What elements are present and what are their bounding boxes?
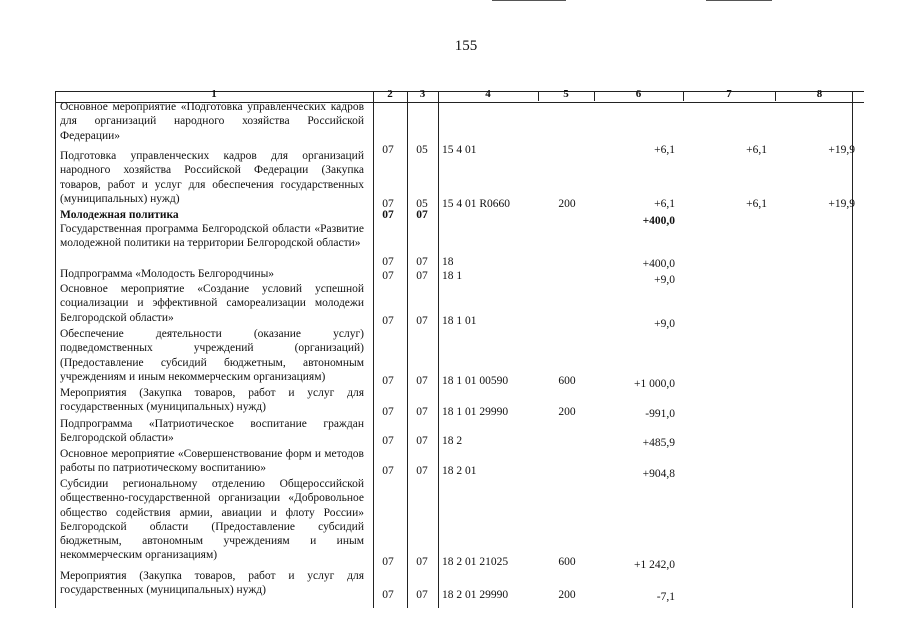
row-section: 07 — [382, 375, 394, 387]
row-target-code: 18 2 — [442, 435, 463, 447]
row-amount-1: +400,0 — [642, 258, 675, 270]
row-section: 07 — [382, 406, 394, 418]
row-expense-type: 200 — [558, 406, 576, 418]
row-subsection: 07 — [416, 375, 428, 387]
row-section: 07 — [382, 198, 394, 210]
row-section: 07 — [382, 256, 394, 268]
column-border — [594, 91, 595, 101]
row-name: Основное мероприятие «Создание условий успешной социализации и эффективной самореализации молодежи Белгородской области» — [60, 283, 364, 324]
row-subsection: 07 — [416, 465, 428, 477]
row-subsection: 07 — [416, 270, 428, 282]
row-target-code: 18 — [442, 256, 454, 268]
column-border — [438, 91, 439, 608]
row-amount-2: +6,1 — [746, 144, 767, 156]
row-name: Обеспечение деятельности (оказание услуг) подведомственных учреждений (организаций) (Предоставление субсидий бюджетным, автономным учреждениям и иным некоммерческим организациям) — [60, 328, 364, 383]
header-col-2: 2 — [387, 88, 393, 100]
column-border — [538, 91, 539, 101]
row-target-code: 18 2 01 21025 — [442, 556, 509, 568]
header-col-6: 6 — [635, 88, 642, 100]
header-col-8: 8 — [816, 88, 823, 100]
top-rule-left — [492, 0, 566, 1]
row-target-code: 18 2 01 — [442, 465, 477, 477]
row-amount-1: +9,0 — [654, 274, 675, 286]
column-border — [55, 91, 56, 608]
row-amount-2: +6,1 — [746, 198, 767, 210]
row-target-code: 18 1 01 29990 — [442, 406, 509, 418]
row-name: Основное мероприятие «Совершенствование форм и методов работы по патриотическому воспитанию» — [60, 448, 364, 475]
row-target-code: 15 4 01 — [442, 144, 477, 156]
row-target-code: 18 1 01 — [442, 315, 477, 327]
row-expense-type: 200 — [558, 198, 576, 210]
row-target-code: 18 1 — [442, 270, 463, 282]
row-section: 07 — [382, 589, 394, 601]
row-section: 07 — [382, 315, 394, 327]
row-expense-type: 600 — [558, 556, 576, 568]
row-section: 07 — [382, 465, 394, 477]
row-subsection: 05 — [416, 198, 428, 210]
row-name: Подпрограмма «Молодость Белгородчины» — [60, 268, 275, 280]
row-section: 07 — [382, 144, 394, 156]
row-target-code: 18 2 01 29990 — [442, 589, 509, 601]
column-border — [852, 91, 853, 608]
row-target-code: 15 4 01 R0660 — [442, 198, 511, 210]
header-col-7: 7 — [726, 88, 732, 100]
row-name: Подпрограмма «Патриотическое воспитание граждан Белгородской области» — [60, 418, 364, 445]
row-name: Молодежная политика — [60, 209, 179, 221]
row-name: Основное мероприятие «Подготовка управленческих кадров для организаций народного хозяйства Российской Федерации» — [60, 101, 364, 142]
row-amount-1: +6,1 — [654, 144, 675, 156]
top-rule-right — [706, 0, 772, 1]
row-target-code: 18 1 01 00590 — [442, 375, 509, 387]
row-amount-1: -7,1 — [656, 591, 675, 603]
row-amount-1: +1 000,0 — [634, 378, 675, 390]
row-name: Субсидии региональному отделению Общероссийской общественно-государственной организации «Добровольное общество содействия армии, авиации и флоту России» Белгородской области (Предоставление субсидий бюджетным, автономным учреждениям и иным некоммерческим организациям) — [60, 478, 364, 562]
row-amount-1: +485,9 — [642, 437, 675, 449]
row-subsection: 07 — [416, 435, 428, 447]
row-name: Мероприятия (Закупка товаров, работ и услуг для государственных (муниципальных) нужд) — [60, 387, 364, 414]
row-subsection: 07 — [416, 556, 428, 568]
header-col-5: 5 — [563, 88, 569, 100]
row-subsection: 07 — [416, 209, 428, 221]
page-number: 155 — [454, 38, 478, 54]
budget-table — [55, 88, 864, 608]
row-section: 07 — [382, 270, 394, 282]
row-section: 07 — [382, 209, 394, 221]
row-section: 07 — [382, 556, 394, 568]
header-col-1: 1 — [211, 88, 217, 100]
row-subsection: 07 — [416, 589, 428, 601]
row-amount-3: +19,9 — [828, 144, 855, 156]
row-name: Подготовка управленческих кадров для организаций народного хозяйства Российской Федерации (Закупка товаров, работ и услуг для обеспечения государственных (муниципальных) нужд) — [60, 150, 364, 205]
row-expense-type: 600 — [558, 375, 576, 387]
row-subsection: 07 — [416, 406, 428, 418]
column-border — [775, 91, 776, 101]
column-border — [407, 91, 408, 608]
row-amount-1: +1 242,0 — [634, 559, 675, 571]
column-border — [373, 91, 374, 608]
row-subsection: 07 — [416, 315, 428, 327]
row-amount-3: +19,9 — [828, 198, 855, 210]
row-amount-1: -991,0 — [645, 408, 675, 420]
row-name: Государственная программа Белгородской области «Развитие молодежной политики на территории Белгородской области» — [60, 223, 364, 250]
row-name: Мероприятия (Закупка товаров, работ и услуг для государственных (муниципальных) нужд) — [60, 570, 364, 597]
row-subsection: 07 — [416, 256, 428, 268]
row-amount-1: +6,1 — [654, 198, 675, 210]
row-expense-type: 200 — [558, 589, 576, 601]
row-section: 07 — [382, 435, 394, 447]
row-amount-1: +904,8 — [642, 468, 675, 480]
row-amount-1: +400,0 — [642, 215, 675, 227]
row-subsection: 05 — [416, 144, 428, 156]
column-border — [683, 91, 684, 101]
row-amount-1: +9,0 — [654, 318, 675, 330]
header-col-3: 3 — [419, 88, 426, 100]
header-col-4: 4 — [485, 88, 491, 100]
